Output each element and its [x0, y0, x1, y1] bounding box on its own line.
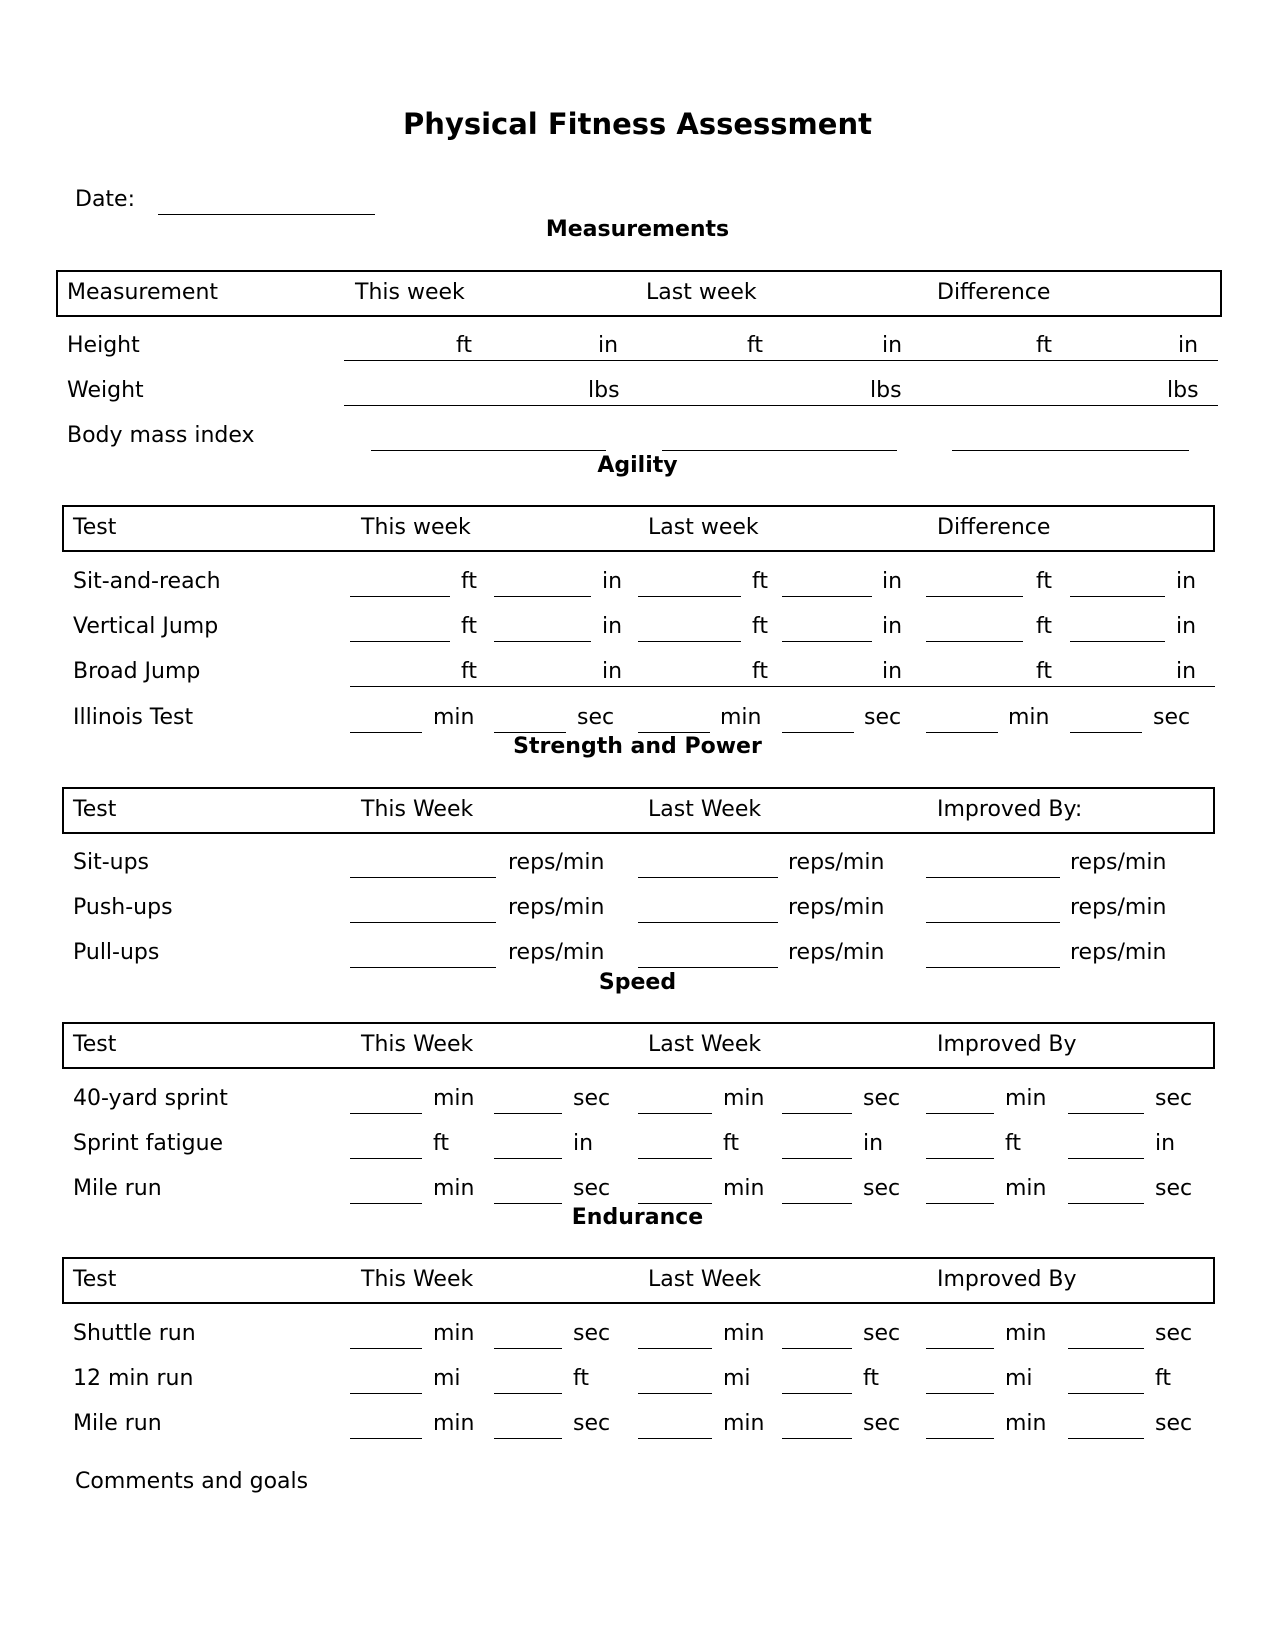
weight-difference-line[interactable]: [924, 405, 1218, 406]
unit-label: mi: [723, 1366, 751, 1391]
row-label-40-yard-sprint: 40-yard sprint: [73, 1086, 228, 1111]
row-label-bmi: Body mass index: [67, 423, 255, 448]
input-line[interactable]: [494, 1438, 562, 1439]
unit-label: in: [602, 659, 623, 684]
unit-label: ft: [456, 333, 472, 358]
comments-label: Comments and goals: [75, 1469, 309, 1494]
input-line[interactable]: [1068, 1348, 1144, 1349]
row-label-sit-ups: Sit-ups: [73, 850, 150, 875]
input-line[interactable]: [782, 1438, 852, 1439]
input-line[interactable]: [638, 1393, 712, 1394]
broad-jump-input-line[interactable]: [350, 686, 1215, 687]
unit-label: sec: [863, 1411, 901, 1436]
unit-label: in: [602, 614, 623, 639]
input-line[interactable]: [1068, 1438, 1144, 1439]
unit-label: min: [1005, 1411, 1047, 1436]
unit-label: mi: [433, 1366, 461, 1391]
input-line[interactable]: [350, 1393, 422, 1394]
section-title-measurements: Measurements: [545, 217, 730, 242]
input-line[interactable]: [350, 732, 422, 733]
unit-label: ft: [433, 1131, 449, 1156]
unit-label: min: [1008, 705, 1050, 730]
input-line[interactable]: [350, 922, 496, 923]
unit-label: min: [1005, 1321, 1047, 1346]
input-line[interactable]: [350, 1203, 422, 1204]
row-label-12-min-run: 12 min run: [73, 1366, 194, 1391]
unit-label: min: [433, 705, 475, 730]
input-line[interactable]: [494, 1393, 562, 1394]
unit-label: ft: [1036, 659, 1052, 684]
input-line[interactable]: [926, 1113, 994, 1114]
unit-label: min: [1005, 1086, 1047, 1111]
input-line[interactable]: [782, 1348, 852, 1349]
header-measurement: Measurement: [67, 280, 219, 305]
unit-label: reps/min: [788, 895, 885, 920]
row-label-pull-ups: Pull-ups: [73, 940, 160, 965]
unit-label: sec: [1155, 1321, 1193, 1346]
input-line[interactable]: [782, 1158, 852, 1159]
header-this-week: This week: [355, 280, 465, 305]
unit-label: sec: [864, 705, 902, 730]
input-line[interactable]: [1068, 1158, 1144, 1159]
unit-label: in: [1155, 1131, 1176, 1156]
unit-label: sec: [863, 1086, 901, 1111]
input-line[interactable]: [350, 1113, 422, 1114]
input-line[interactable]: [350, 967, 496, 968]
unit-label: in: [882, 614, 903, 639]
bmi-last-week-line[interactable]: [662, 450, 897, 451]
unit-label: min: [433, 1321, 475, 1346]
header-last-week: Last Week: [648, 797, 762, 822]
input-line[interactable]: [782, 1203, 852, 1204]
unit-label: reps/min: [788, 850, 885, 875]
header-improved-by: Improved By:: [937, 797, 1083, 822]
header-difference: Difference: [937, 280, 1051, 305]
unit-label: sec: [577, 705, 615, 730]
unit-label: ft: [1036, 569, 1052, 594]
input-line[interactable]: [926, 967, 1060, 968]
input-line[interactable]: [782, 641, 872, 642]
input-line[interactable]: [350, 1158, 422, 1159]
header-test: Test: [73, 515, 117, 540]
header-last-week: Last Week: [648, 1032, 762, 1057]
unit-label: in: [1176, 614, 1197, 639]
unit-label: sec: [1153, 705, 1191, 730]
unit-label: reps/min: [1070, 895, 1167, 920]
unit-label: in: [573, 1131, 594, 1156]
unit-label: sec: [573, 1411, 611, 1436]
unit-label: lbs: [1167, 378, 1199, 403]
input-line[interactable]: [350, 1438, 422, 1439]
unit-label: sec: [573, 1176, 611, 1201]
row-label-mile-run: Mile run: [73, 1411, 162, 1436]
unit-label: sec: [1155, 1086, 1193, 1111]
date-label: Date:: [75, 187, 135, 212]
header-improved-by: Improved By: [937, 1267, 1077, 1292]
unit-label: lbs: [588, 378, 620, 403]
unit-label: ft: [1036, 614, 1052, 639]
row-label-illinois-test: Illinois Test: [73, 705, 194, 730]
header-last-week: Last week: [646, 280, 757, 305]
unit-label: ft: [752, 569, 768, 594]
header-this-week: This Week: [361, 1032, 474, 1057]
row-label-weight: Weight: [67, 378, 144, 403]
unit-label: reps/min: [788, 940, 885, 965]
input-line[interactable]: [638, 877, 778, 878]
unit-label: min: [723, 1086, 765, 1111]
input-line[interactable]: [926, 1438, 994, 1439]
input-line[interactable]: [494, 1203, 562, 1204]
input-line[interactable]: [350, 641, 450, 642]
unit-label: min: [720, 705, 762, 730]
unit-label: in: [598, 333, 619, 358]
input-line[interactable]: [638, 1113, 712, 1114]
row-label-push-ups: Push-ups: [73, 895, 173, 920]
header-test: Test: [73, 797, 117, 822]
unit-label: sec: [1155, 1176, 1193, 1201]
input-line[interactable]: [494, 1113, 562, 1114]
unit-label: in: [882, 569, 903, 594]
unit-label: sec: [863, 1321, 901, 1346]
unit-label: ft: [747, 333, 763, 358]
unit-label: lbs: [870, 378, 902, 403]
date-field[interactable]: [158, 214, 375, 215]
header-difference: Difference: [937, 515, 1051, 540]
input-line[interactable]: [350, 596, 450, 597]
input-line[interactable]: [926, 596, 1023, 597]
input-line[interactable]: [782, 1113, 852, 1114]
input-line[interactable]: [926, 732, 998, 733]
unit-label: in: [882, 333, 903, 358]
unit-label: ft: [1005, 1131, 1021, 1156]
section-title-strength-and-power: Strength and Power: [513, 734, 762, 759]
row-label-sprint-fatigue: Sprint fatigue: [73, 1131, 224, 1156]
section-title-agility: Agility: [597, 453, 678, 478]
input-line[interactable]: [1070, 641, 1165, 642]
input-line[interactable]: [494, 596, 591, 597]
unit-label: min: [1005, 1176, 1047, 1201]
input-line[interactable]: [1070, 596, 1165, 597]
input-line[interactable]: [926, 1203, 994, 1204]
unit-label: sec: [573, 1086, 611, 1111]
page-title: Physical Fitness Assessment: [403, 107, 872, 141]
unit-label: min: [433, 1411, 475, 1436]
header-this-week: This week: [361, 515, 471, 540]
input-line[interactable]: [1070, 732, 1142, 733]
unit-label: reps/min: [508, 895, 605, 920]
unit-label: ft: [1036, 333, 1052, 358]
input-line[interactable]: [926, 1158, 994, 1159]
input-line[interactable]: [926, 641, 1023, 642]
input-line[interactable]: [494, 1348, 562, 1349]
input-line[interactable]: [926, 1393, 994, 1394]
input-line[interactable]: [1068, 1113, 1144, 1114]
unit-label: min: [723, 1176, 765, 1201]
input-line[interactable]: [1068, 1203, 1144, 1204]
row-label-broad-jump: Broad Jump: [73, 659, 201, 684]
unit-label: reps/min: [1070, 940, 1167, 965]
input-line[interactable]: [494, 641, 591, 642]
input-line[interactable]: [926, 1348, 994, 1349]
input-line[interactable]: [926, 877, 1060, 878]
input-line[interactable]: [638, 1438, 712, 1439]
row-label-sit-and-reach: Sit-and-reach: [73, 569, 221, 594]
input-line[interactable]: [494, 732, 566, 733]
unit-label: mi: [1005, 1366, 1033, 1391]
input-line[interactable]: [494, 1158, 562, 1159]
unit-label: ft: [573, 1366, 589, 1391]
input-line[interactable]: [1068, 1393, 1144, 1394]
input-line[interactable]: [638, 596, 741, 597]
bmi-this-week-line[interactable]: [371, 450, 606, 451]
unit-label: sec: [863, 1176, 901, 1201]
section-title-speed: Speed: [598, 970, 677, 995]
input-line[interactable]: [638, 1203, 712, 1204]
unit-label: ft: [752, 614, 768, 639]
unit-label: ft: [461, 569, 477, 594]
unit-label: min: [433, 1176, 475, 1201]
unit-label: ft: [461, 659, 477, 684]
unit-label: min: [433, 1086, 475, 1111]
input-line[interactable]: [638, 1158, 712, 1159]
row-label-vertical-jump: Vertical Jump: [73, 614, 219, 639]
unit-label: reps/min: [1070, 850, 1167, 875]
header-last-week: Last Week: [648, 1267, 762, 1292]
header-test: Test: [73, 1032, 117, 1057]
header-this-week: This Week: [361, 797, 474, 822]
input-line[interactable]: [782, 1393, 852, 1394]
unit-label: ft: [1155, 1366, 1171, 1391]
unit-label: reps/min: [508, 850, 605, 875]
unit-label: ft: [752, 659, 768, 684]
section-title-endurance: Endurance: [571, 1205, 704, 1230]
weight-this-week-line[interactable]: [344, 405, 634, 406]
input-line[interactable]: [638, 967, 778, 968]
input-line[interactable]: [638, 922, 778, 923]
unit-label: in: [863, 1131, 884, 1156]
unit-label: in: [1176, 659, 1197, 684]
unit-label: in: [602, 569, 623, 594]
bmi-difference-line[interactable]: [952, 450, 1189, 451]
height-input-line[interactable]: [344, 360, 1218, 361]
row-label-mile-run: Mile run: [73, 1176, 162, 1201]
unit-label: ft: [863, 1366, 879, 1391]
unit-label: in: [1176, 569, 1197, 594]
unit-label: sec: [573, 1321, 611, 1346]
input-line[interactable]: [638, 732, 710, 733]
header-test: Test: [73, 1267, 117, 1292]
unit-label: sec: [1155, 1411, 1193, 1436]
row-label-shuttle-run: Shuttle run: [73, 1321, 196, 1346]
header-improved-by: Improved By: [937, 1032, 1077, 1057]
input-line[interactable]: [926, 922, 1060, 923]
unit-label: reps/min: [508, 940, 605, 965]
input-line[interactable]: [782, 732, 854, 733]
unit-label: ft: [461, 614, 477, 639]
input-line[interactable]: [638, 1348, 712, 1349]
input-line[interactable]: [782, 596, 872, 597]
unit-label: in: [1178, 333, 1199, 358]
unit-label: ft: [723, 1131, 739, 1156]
unit-label: in: [882, 659, 903, 684]
row-label-height: Height: [67, 333, 140, 358]
unit-label: min: [723, 1411, 765, 1436]
header-this-week: This Week: [361, 1267, 474, 1292]
input-line[interactable]: [350, 1348, 422, 1349]
input-line[interactable]: [638, 641, 741, 642]
header-last-week: Last week: [648, 515, 759, 540]
unit-label: min: [723, 1321, 765, 1346]
weight-last-week-line[interactable]: [634, 405, 924, 406]
input-line[interactable]: [350, 877, 496, 878]
